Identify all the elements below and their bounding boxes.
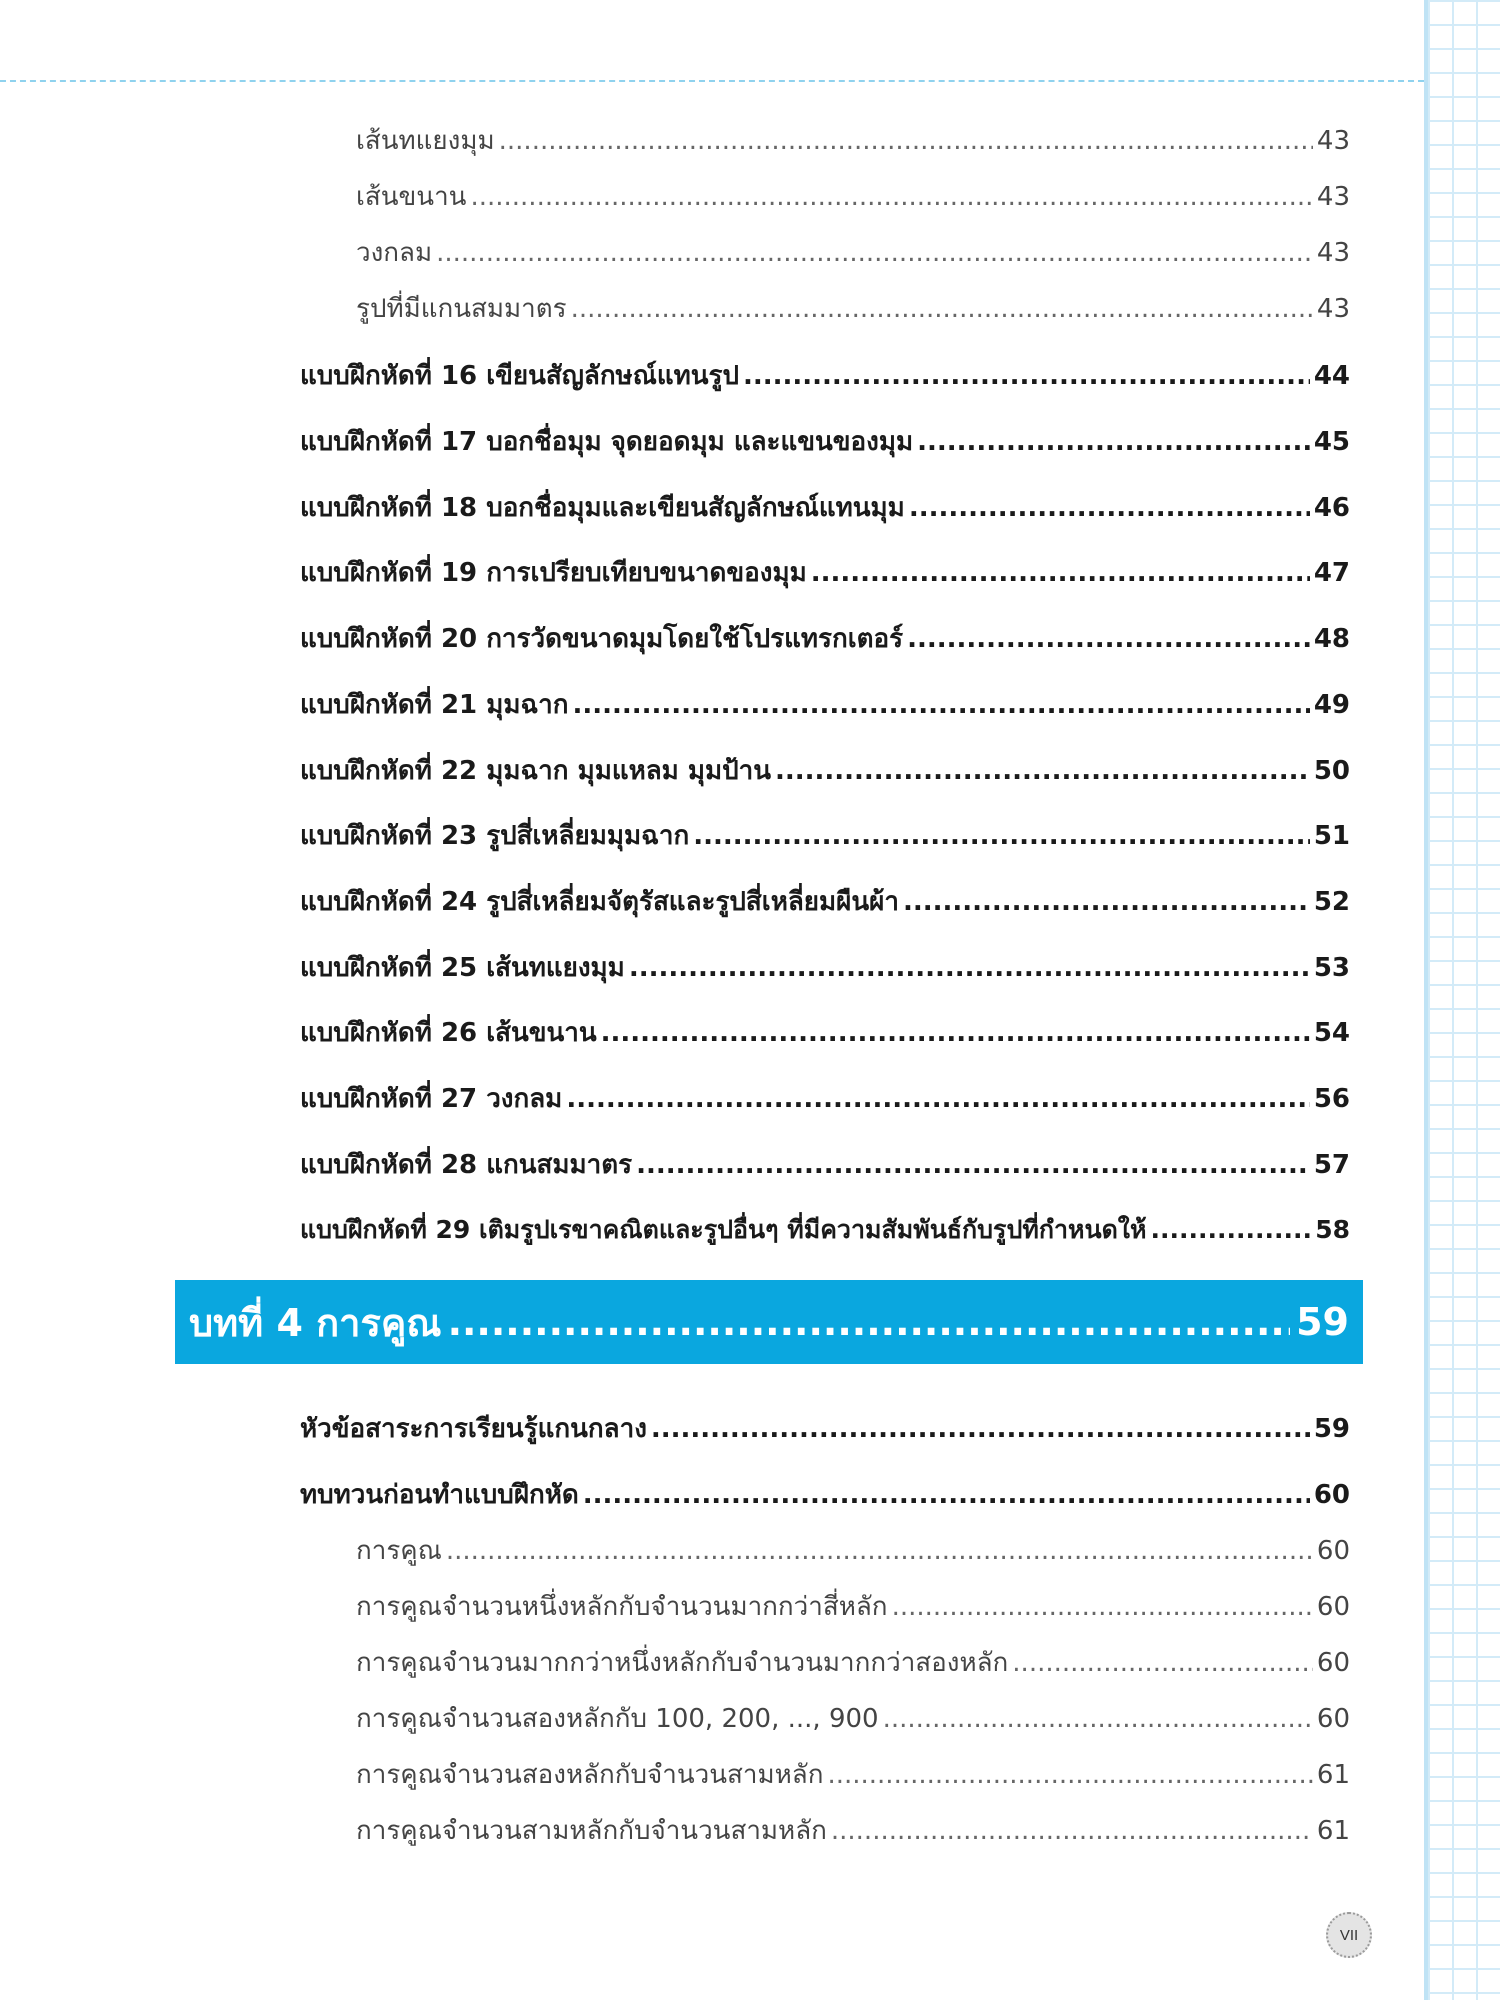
toc-entry-label: การคูณจำนวนสองหลักกับ 100, 200, ..., 900: [356, 1704, 879, 1734]
leader-dots: [1150, 1215, 1311, 1244]
toc-section-entry[interactable]: [300, 1408, 1350, 1449]
chapter-banner[interactable]: [175, 1280, 1363, 1364]
leader-dots: [909, 493, 1310, 523]
leader-dots: [573, 690, 1310, 720]
toc-entry-label: การคูณจำนวนหนึ่งหลักกับจำนวนมากกว่าสี่หลัก: [356, 1592, 888, 1622]
toc-section-entry[interactable]: [300, 1474, 1350, 1515]
toc-exercise-entry[interactable]: [300, 947, 1350, 988]
toc-entry-page: 46: [1313, 493, 1350, 523]
toc-exercise-entry[interactable]: [300, 618, 1350, 659]
leader-dots: [448, 1300, 1291, 1344]
toc-entry-page: 61: [1316, 1760, 1350, 1790]
toc-entry-label: แบบฝึกหัดที่ 19 การเปรียบเทียบขนาดของมุม: [300, 558, 807, 588]
leader-dots: [743, 361, 1310, 391]
toc-entry-label: เส้นทแยงมุม: [356, 126, 495, 156]
toc-entry-page: 49: [1313, 690, 1350, 720]
toc-entry-page: 47: [1313, 558, 1350, 588]
toc-entry-page: 56: [1313, 1084, 1350, 1114]
toc-entry[interactable]: [356, 288, 1350, 329]
toc-exercise-entry[interactable]: [300, 750, 1350, 791]
toc-entry[interactable]: [356, 1586, 1350, 1627]
leader-dots: [811, 558, 1310, 588]
leader-dots: [601, 1018, 1310, 1048]
toc-entry-page: 48: [1313, 624, 1350, 654]
toc-entry-label: แบบฝึกหัดที่ 23 รูปสี่เหลี่ยมมุมฉาก: [300, 821, 690, 851]
toc-exercise-entry[interactable]: [300, 1144, 1350, 1185]
leader-dots: [917, 427, 1310, 457]
leader-dots: [470, 182, 1312, 212]
leader-dots: [583, 1480, 1310, 1510]
toc-entry-page: 51: [1313, 821, 1350, 851]
toc-entry-label: แบบฝึกหัดที่ 18 บอกชื่อมุมและเขียนสัญลักษณ์แทนมุม: [300, 493, 905, 523]
toc-entry-page: 52: [1313, 887, 1350, 917]
toc-entry-label: แบบฝึกหัดที่ 26 เส้นขนาน: [300, 1018, 597, 1048]
leader-dots: [883, 1704, 1313, 1734]
toc-entry-page: 60: [1313, 1480, 1350, 1510]
toc-entry[interactable]: [356, 1810, 1350, 1851]
grid-paper-margin: [1424, 0, 1500, 2000]
toc-entry-page: 45: [1313, 427, 1350, 457]
toc-exercise-entry[interactable]: [300, 421, 1350, 462]
toc-entry-page: 60: [1316, 1536, 1350, 1566]
leader-dots: [892, 1592, 1313, 1622]
toc-entry-label: แบบฝึกหัดที่ 16 เขียนสัญลักษณ์แทนรูป: [300, 361, 739, 391]
toc-entry-page: 44: [1313, 361, 1350, 391]
leader-dots: [693, 821, 1310, 851]
toc-entry-page: 43: [1316, 238, 1350, 268]
toc-entry[interactable]: [356, 1530, 1350, 1571]
toc-entry-label: แบบฝึกหัดที่ 29 เติมรูปเรขาคณิตและรูปอื่นๆ ที่มีความสัมพันธ์กับรูปที่กำหนดให้: [300, 1215, 1147, 1244]
leader-dots: [499, 126, 1313, 156]
toc-entry-page: 61: [1316, 1816, 1350, 1846]
leader-dots: [1012, 1648, 1313, 1678]
toc-entry-page: 43: [1316, 182, 1350, 212]
toc-entry-label: การคูณจำนวนสองหลักกับจำนวนสามหลัก: [356, 1760, 824, 1790]
leader-dots: [566, 1084, 1310, 1114]
toc-entry-label: การคูณจำนวนสามหลักกับจำนวนสามหลัก: [356, 1816, 827, 1846]
leader-dots: [651, 1414, 1310, 1444]
toc-entry-label: แบบฝึกหัดที่ 17 บอกชื่อมุม จุดยอดมุม และแขนของมุม: [300, 427, 914, 457]
toc-entry-label: แบบฝึกหัดที่ 28 แกนสมมาตร: [300, 1150, 633, 1180]
chapter-title: บทที่ 4 การคูณ: [189, 1300, 442, 1345]
toc-entry[interactable]: [356, 1698, 1350, 1739]
toc-entry-label: การคูณจำนวนมากกว่าหนึ่งหลักกับจำนวนมากกว่าสองหลัก: [356, 1648, 1009, 1678]
toc-exercise-entry[interactable]: [300, 815, 1350, 856]
toc-entry[interactable]: [356, 1642, 1350, 1683]
toc-exercise-entry[interactable]: [300, 1210, 1350, 1250]
toc-entry-page: 59: [1313, 1414, 1350, 1444]
toc-entry-page: 53: [1313, 953, 1350, 983]
toc-entry-page: 43: [1316, 126, 1350, 156]
leader-dots: [571, 294, 1313, 324]
toc-entry-label: แบบฝึกหัดที่ 25 เส้นทแยงมุม: [300, 953, 625, 983]
toc-exercise-entry[interactable]: [300, 684, 1350, 725]
leader-dots: [629, 953, 1310, 983]
toc-entry-label: การคูณ: [356, 1536, 442, 1566]
toc-entry-label: หัวข้อสาระการเรียนรู้แกนกลาง: [300, 1414, 647, 1444]
leader-dots: [907, 624, 1310, 654]
toc-entry-label: แบบฝึกหัดที่ 27 วงกลม: [300, 1084, 563, 1114]
toc-entry-page: 57: [1313, 1150, 1350, 1180]
toc-entry-label: แบบฝึกหัดที่ 22 มุมฉาก มุมแหลม มุมป้าน: [300, 756, 772, 786]
toc-entry-label: รูปที่มีแกนสมมาตร: [356, 294, 567, 324]
toc-entry-page: 50: [1313, 756, 1350, 786]
leader-dots: [903, 887, 1310, 917]
toc-exercise-entry[interactable]: [300, 1012, 1350, 1053]
toc-exercise-entry[interactable]: [300, 355, 1350, 396]
toc-entry[interactable]: [356, 176, 1350, 217]
leader-dots: [827, 1760, 1312, 1790]
toc-entry-page: 60: [1316, 1648, 1350, 1678]
leader-dots: [636, 1150, 1310, 1180]
toc-entry-label: เส้นขนาน: [356, 182, 467, 212]
toc-exercise-entry[interactable]: [300, 1078, 1350, 1119]
leader-dots: [775, 756, 1310, 786]
toc-entry-page: 54: [1313, 1018, 1350, 1048]
toc-entry-label: ทบทวนก่อนทำแบบฝึกหัด: [300, 1480, 579, 1510]
leader-dots: [446, 1536, 1313, 1566]
leader-dots: [831, 1816, 1313, 1846]
toc-exercise-entry[interactable]: [300, 881, 1350, 922]
toc-entry[interactable]: [356, 232, 1350, 273]
toc-entry-label: แบบฝึกหัดที่ 20 การวัดขนาดมุมโดยใช้โปรแทรกเตอร์: [300, 624, 904, 654]
toc-entry-label: แบบฝึกหัดที่ 24 รูปสี่เหลี่ยมจัตุรัสและรูปสี่เหลี่ยมผืนผ้า: [300, 887, 899, 917]
toc-exercise-entry[interactable]: [300, 552, 1350, 593]
toc-entry-page: 60: [1316, 1592, 1350, 1622]
toc-entry-page: 60: [1316, 1704, 1350, 1734]
toc-exercise-entry[interactable]: [300, 487, 1350, 528]
toc-entry-page: 58: [1315, 1215, 1350, 1244]
toc-entry[interactable]: [356, 1754, 1350, 1795]
toc-entry-label: วงกลม: [356, 238, 433, 268]
leader-dots: [436, 238, 1313, 268]
toc-entry[interactable]: [356, 120, 1350, 161]
chapter-page: 59: [1296, 1300, 1349, 1344]
toc-entry-label: แบบฝึกหัดที่ 21 มุมฉาก: [300, 690, 569, 720]
toc-entry-page: 43: [1316, 294, 1350, 324]
page-number-badge: VII: [1326, 1912, 1372, 1958]
